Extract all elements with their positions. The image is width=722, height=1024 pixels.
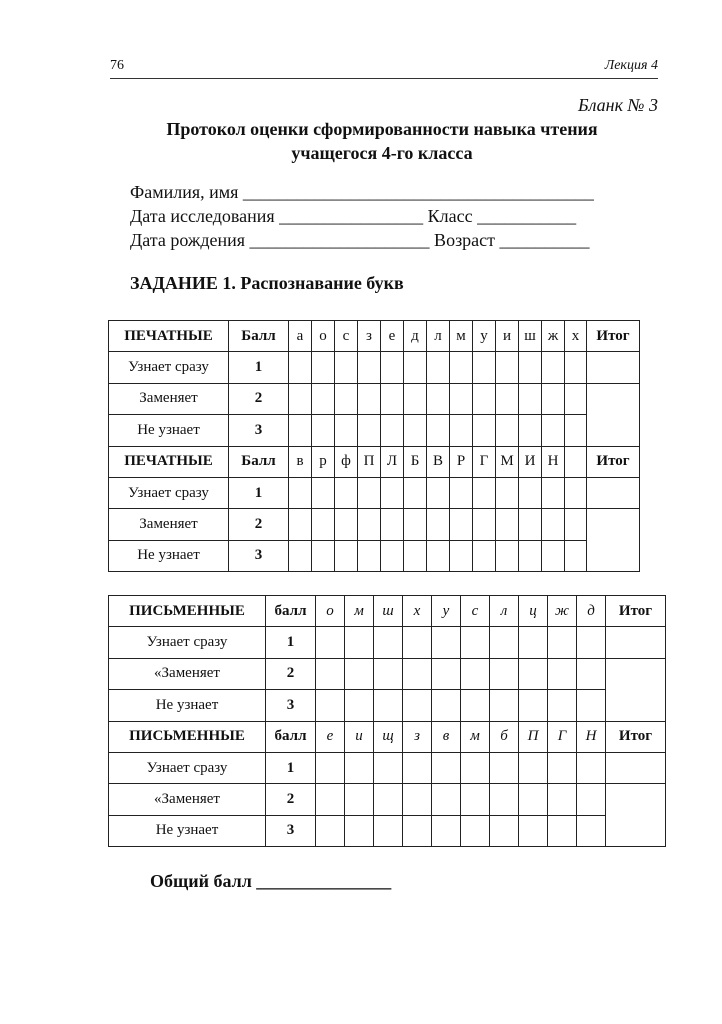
blank-cell	[473, 352, 496, 383]
blank-cell	[427, 383, 450, 414]
table-row	[109, 658, 666, 689]
blank-cell	[432, 815, 461, 846]
blank-cell	[548, 815, 577, 846]
letter-cell: в	[289, 446, 312, 477]
letter-cell: Г	[548, 721, 577, 752]
blank-cell	[519, 658, 548, 689]
score-header: Балл	[229, 446, 289, 477]
blank-cell	[404, 509, 427, 540]
total-cell	[587, 352, 640, 383]
printed-letters-table	[108, 320, 640, 572]
blank-cell	[374, 815, 403, 846]
letter-cell: о	[316, 596, 345, 627]
blank-cell	[335, 415, 358, 446]
total-header: Итог	[587, 321, 640, 352]
blank-cell	[335, 540, 358, 571]
letter-cell: Г	[473, 446, 496, 477]
blank-cell	[403, 815, 432, 846]
blank-cell	[565, 352, 587, 383]
blank-cell	[490, 658, 519, 689]
letter-cell: д	[404, 321, 427, 352]
letter-cell: а	[289, 321, 312, 352]
blank-cell	[473, 415, 496, 446]
header-rule	[110, 78, 658, 79]
total-cell	[606, 658, 666, 721]
blank-cell	[374, 784, 403, 815]
blank-cell	[548, 658, 577, 689]
blank-cell	[374, 627, 403, 658]
row-label: Узнает сразу	[109, 477, 229, 508]
blank-cell	[450, 540, 473, 571]
letter-cell: П	[519, 721, 548, 752]
letter-cell: щ	[374, 721, 403, 752]
table-row	[109, 509, 640, 540]
category-header: ПИСЬМЕННЫЕ	[109, 596, 266, 627]
letter-cell: у	[432, 596, 461, 627]
blank-cell	[496, 352, 519, 383]
blank-cell	[577, 815, 606, 846]
letter-cell: Н	[542, 446, 565, 477]
blank-cell	[358, 352, 381, 383]
blank-cell	[404, 352, 427, 383]
letter-cell: и	[496, 321, 519, 352]
blank-cell	[335, 477, 358, 508]
blank-cell	[404, 383, 427, 414]
blank-cell	[427, 540, 450, 571]
table-header-row	[109, 596, 666, 627]
letter-cell: М	[496, 446, 519, 477]
blank-cell	[381, 383, 404, 414]
blank-cell	[312, 352, 335, 383]
row-label: Узнает сразу	[109, 352, 229, 383]
blank-cell	[374, 752, 403, 783]
name-field: Фамилия, имя _______________________________________	[130, 182, 594, 202]
blank-cell	[335, 352, 358, 383]
row-label: «Заменяет	[109, 658, 266, 689]
letter-cell: з	[403, 721, 432, 752]
blank-cell	[519, 415, 542, 446]
blank-cell	[519, 752, 548, 783]
blank-cell	[461, 627, 490, 658]
blank-cell	[490, 690, 519, 721]
blank-cell	[312, 477, 335, 508]
blank-cell	[404, 540, 427, 571]
blank-cell	[316, 752, 345, 783]
letter-cell: д	[577, 596, 606, 627]
blank-cell	[432, 752, 461, 783]
row-score: 3	[266, 690, 316, 721]
letter-cell: о	[312, 321, 335, 352]
blank-cell	[345, 815, 374, 846]
blank-cell	[358, 540, 381, 571]
letter-cell: м	[450, 321, 473, 352]
blank-cell	[519, 784, 548, 815]
letter-cell: х	[565, 321, 587, 352]
letter-cell: ш	[374, 596, 403, 627]
blank-cell	[381, 509, 404, 540]
table-row	[109, 352, 640, 383]
blank-cell	[374, 690, 403, 721]
blank-cell	[312, 415, 335, 446]
blank-cell	[490, 784, 519, 815]
blank-cell	[316, 627, 345, 658]
letter-cell: в	[432, 721, 461, 752]
score-header: балл	[266, 596, 316, 627]
blank-cell	[565, 540, 587, 571]
category-header: ПЕЧАТНЫЕ	[109, 321, 229, 352]
row-score: 2	[229, 509, 289, 540]
row-label: Не узнает	[109, 815, 266, 846]
letter-cell: л	[490, 596, 519, 627]
birth-date-field: Дата рождения ____________________ Возраст __________	[130, 230, 590, 250]
protocol-title: Протокол оценки сформированности навыка чтения	[166, 119, 598, 139]
blank-cell	[345, 784, 374, 815]
blank-cell	[490, 752, 519, 783]
letter-cell: Б	[404, 446, 427, 477]
blank-cell	[358, 509, 381, 540]
total-header: Итог	[606, 721, 666, 752]
letter-cell: р	[312, 446, 335, 477]
blank-cell	[450, 509, 473, 540]
blank-cell	[473, 383, 496, 414]
blank-cell	[577, 784, 606, 815]
study-date-field: Дата исследования ________________ Класс ___________	[130, 206, 577, 226]
row-label: «Заменяет	[109, 784, 266, 815]
table-row	[109, 540, 640, 571]
blank-cell	[316, 784, 345, 815]
blank-cell	[432, 658, 461, 689]
total-cell	[606, 784, 666, 847]
letter-cell: с	[335, 321, 358, 352]
blank-cell	[381, 540, 404, 571]
blank-cell	[432, 784, 461, 815]
row-score: 1	[229, 477, 289, 508]
blank-cell	[358, 477, 381, 508]
blank-cell	[450, 383, 473, 414]
blank-cell	[519, 627, 548, 658]
blank-cell	[345, 690, 374, 721]
letter-cell: Н	[577, 721, 606, 752]
blank-cell	[496, 540, 519, 571]
blank-cell	[381, 477, 404, 508]
written-letters-table	[108, 595, 666, 847]
blank-cell	[403, 627, 432, 658]
blank-cell	[490, 627, 519, 658]
blank-cell	[577, 658, 606, 689]
blank-cell	[519, 690, 548, 721]
blank-number: Бланк № 3	[577, 95, 658, 115]
blank-cell	[473, 540, 496, 571]
letter-cell: м	[461, 721, 490, 752]
row-score: 1	[266, 627, 316, 658]
blank-cell	[519, 352, 542, 383]
blank-cell	[432, 690, 461, 721]
blank-cell	[490, 815, 519, 846]
blank-cell	[519, 509, 542, 540]
blank-cell	[461, 658, 490, 689]
blank-cell	[473, 509, 496, 540]
blank-cell	[403, 784, 432, 815]
blank-cell	[496, 383, 519, 414]
blank-cell	[289, 540, 312, 571]
letter-cell: ш	[519, 321, 542, 352]
blank-cell	[565, 383, 587, 414]
blank-cell	[404, 477, 427, 508]
blank-cell	[316, 658, 345, 689]
letter-cell: у	[473, 321, 496, 352]
row-label: Узнает сразу	[109, 752, 266, 783]
letter-cell: с	[461, 596, 490, 627]
letter-cell: И	[519, 446, 542, 477]
running-header	[110, 58, 658, 80]
blank-cell	[312, 509, 335, 540]
table-row	[109, 784, 666, 815]
blank-cell	[450, 415, 473, 446]
row-label: Узнает сразу	[109, 627, 266, 658]
blank-cell	[345, 752, 374, 783]
table-row	[109, 627, 666, 658]
blank-cell	[381, 415, 404, 446]
blank-cell	[427, 352, 450, 383]
blank-cell	[289, 352, 312, 383]
row-score: 2	[266, 784, 316, 815]
blank-cell	[542, 540, 565, 571]
total-cell	[587, 383, 640, 446]
blank-cell	[519, 540, 542, 571]
blank-cell	[577, 690, 606, 721]
blank-cell	[461, 815, 490, 846]
row-score: 3	[266, 815, 316, 846]
score-header: Балл	[229, 321, 289, 352]
blank-cell	[496, 477, 519, 508]
row-score: 3	[229, 540, 289, 571]
table-header-row	[109, 446, 640, 477]
blank-cell	[374, 658, 403, 689]
blank-cell	[565, 415, 587, 446]
blank-cell	[316, 815, 345, 846]
blank-cell	[403, 658, 432, 689]
blank-cell	[335, 383, 358, 414]
letter-cell: м	[345, 596, 374, 627]
blank-cell	[496, 415, 519, 446]
total-cell	[606, 752, 666, 783]
total-header: Итог	[587, 446, 640, 477]
blank-cell	[312, 540, 335, 571]
blank-cell	[519, 815, 548, 846]
letter-cell: б	[490, 721, 519, 752]
letter-cell: Р	[450, 446, 473, 477]
table-row	[109, 815, 666, 846]
blank-cell	[461, 784, 490, 815]
total-cell	[587, 477, 640, 508]
blank-cell	[289, 477, 312, 508]
blank-cell	[565, 509, 587, 540]
blank-cell	[432, 627, 461, 658]
row-score: 2	[266, 658, 316, 689]
blank-cell	[542, 509, 565, 540]
letter-cell: л	[427, 321, 450, 352]
letter-cell: ф	[335, 446, 358, 477]
blank-cell	[519, 383, 542, 414]
blank-cell	[289, 383, 312, 414]
row-score: 1	[229, 352, 289, 383]
total-header: Итог	[606, 596, 666, 627]
letter-cell: е	[316, 721, 345, 752]
row-label: Не узнает	[109, 415, 229, 446]
blank-cell	[577, 752, 606, 783]
blank-cell	[345, 627, 374, 658]
blank-cell	[316, 690, 345, 721]
blank-cell	[450, 352, 473, 383]
row-label: Заменяет	[109, 509, 229, 540]
blank-cell	[548, 784, 577, 815]
blank-cell	[542, 415, 565, 446]
lecture-label: Лекция 4	[604, 58, 658, 73]
blank-cell	[358, 383, 381, 414]
blank-cell	[358, 415, 381, 446]
category-header: ПИСЬМЕННЫЕ	[109, 721, 266, 752]
letter-cell: х	[403, 596, 432, 627]
row-label: Заменяет	[109, 383, 229, 414]
task1-heading: ЗАДАНИЕ 1. Распознавание букв	[130, 273, 404, 293]
blank-cell	[542, 477, 565, 508]
row-score: 3	[229, 415, 289, 446]
letter-cell: и	[345, 721, 374, 752]
letter-cell: П	[358, 446, 381, 477]
row-label: Не узнает	[109, 690, 266, 721]
blank-cell	[427, 509, 450, 540]
blank-cell	[461, 752, 490, 783]
blank-cell	[403, 752, 432, 783]
score-header: балл	[266, 721, 316, 752]
table-row	[109, 752, 666, 783]
blank-cell	[542, 352, 565, 383]
letter-cell: з	[358, 321, 381, 352]
blank-cell	[542, 383, 565, 414]
blank-cell	[427, 415, 450, 446]
letter-cell: ц	[519, 596, 548, 627]
total-cell	[587, 509, 640, 572]
row-score: 2	[229, 383, 289, 414]
letter-cell: ж	[542, 321, 565, 352]
blank-cell	[404, 415, 427, 446]
table-row	[109, 690, 666, 721]
blank-cell	[381, 352, 404, 383]
blank-cell	[461, 690, 490, 721]
protocol-subtitle: учащегося 4-го класса	[291, 143, 473, 163]
table-row	[109, 477, 640, 508]
blank-cell	[548, 690, 577, 721]
blank-cell	[473, 477, 496, 508]
row-label: Не узнает	[109, 540, 229, 571]
letter-cell: Л	[381, 446, 404, 477]
letter-cell: е	[381, 321, 404, 352]
total-score-line: Общий балл _______________	[150, 871, 392, 891]
blank-cell	[345, 658, 374, 689]
blank-cell	[565, 477, 587, 508]
blank-cell	[519, 477, 542, 508]
table-header-row	[109, 321, 640, 352]
blank-cell	[289, 415, 312, 446]
blank-cell	[312, 383, 335, 414]
blank-cell	[548, 752, 577, 783]
blank-cell	[548, 627, 577, 658]
letter-cell: В	[427, 446, 450, 477]
blank-cell	[335, 509, 358, 540]
table-header-row	[109, 721, 666, 752]
table-row	[109, 383, 640, 414]
blank-cell	[403, 690, 432, 721]
page-number: 76	[110, 58, 124, 73]
total-cell	[606, 627, 666, 658]
blank-cell	[289, 509, 312, 540]
category-header: ПЕЧАТНЫЕ	[109, 446, 229, 477]
letter-cell: ж	[548, 596, 577, 627]
blank-cell	[496, 509, 519, 540]
letter-cell	[565, 446, 587, 477]
table-row	[109, 415, 640, 446]
blank-cell	[450, 477, 473, 508]
blank-cell	[577, 627, 606, 658]
blank-cell	[427, 477, 450, 508]
row-score: 1	[266, 752, 316, 783]
